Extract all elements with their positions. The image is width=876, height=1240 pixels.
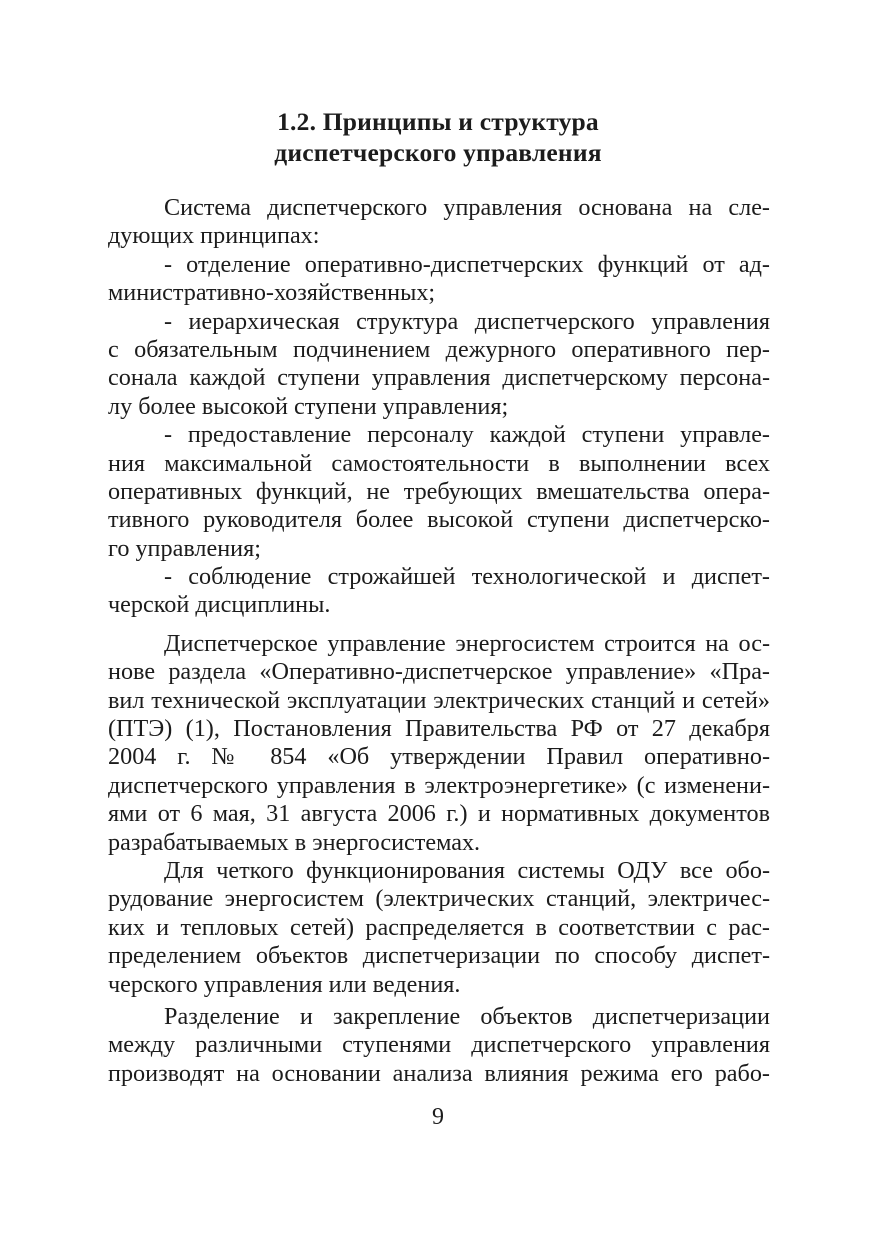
- text-line: (ПТЭ) (1), Постановления Правительства РФ от 27 декабря: [108, 715, 770, 743]
- text-line: министративно-хозяйственных;: [108, 279, 436, 307]
- list-item-principle-3: [108, 421, 770, 563]
- text-line: разрабатываемых в энергосистемах.: [108, 828, 481, 856]
- text-line: ких и тепловых сетей) распределяется в соответствии с рас-: [108, 913, 770, 941]
- paragraph-gap: [108, 620, 770, 630]
- text-line: - иерархическая структура диспетчерского управления: [164, 307, 770, 335]
- heading-line-1: 1.2. Принципы и структура: [277, 107, 599, 136]
- text-line: Разделение и закрепление объектов диспетчеризации: [164, 1002, 770, 1030]
- heading-line-2: диспетчерского управления: [274, 138, 602, 167]
- section-heading: [108, 106, 768, 168]
- text-line: черской дисциплины.: [108, 591, 331, 619]
- text-line: пределением объектов диспетчеризации по способу диспет-: [108, 942, 770, 970]
- text-line: тивного руководителя более высокой ступени диспетчерско-: [108, 506, 770, 534]
- list-item-principle-4: [108, 563, 770, 620]
- body-text: [108, 194, 770, 1088]
- text-line: ния максимальной самостоятельности в выполнении всех: [108, 449, 770, 477]
- paragraph-object-division: [108, 1003, 770, 1088]
- page-number: 9: [432, 1104, 444, 1130]
- text-line: дующих принципах:: [108, 222, 320, 250]
- text-line: - отделение оперативно-диспетчерских функций от ад-: [164, 250, 770, 278]
- text-line: лу более высокой ступени управления;: [108, 392, 509, 420]
- paragraph-intro: [108, 194, 770, 251]
- text-line: вил технической эксплуатации электрических станций и сетей»: [108, 686, 770, 714]
- list-item-principle-2: [108, 308, 770, 422]
- text-line: сонала каждой ступени управления диспетчерскому персона-: [108, 364, 770, 392]
- text-line: - предоставление персоналу каждой ступени управле-: [164, 421, 770, 449]
- text-line: Диспетчерское управление энергосистем строится на ос-: [164, 629, 770, 657]
- text-line: Система диспетчерского управления основана на сле-: [164, 194, 770, 221]
- text-line: - соблюдение строжайшей технологической и диспет-: [164, 563, 770, 591]
- text-line: оперативных функций, не требующих вмешательства опера-: [108, 477, 770, 505]
- text-line: 2004 г. № 854 «Об утверждении Правил оперативно-: [108, 743, 770, 771]
- text-line: диспетчерского управления в электроэнергетике» (с изменени-: [108, 771, 770, 799]
- paragraph-legal-basis: [108, 630, 770, 857]
- text-line: между различными ступенями диспетчерского управления: [108, 1031, 770, 1059]
- text-line: производят на основании анализа влияния режима его рабо-: [108, 1059, 770, 1087]
- text-line: с обязательным подчинением дежурного оперативного пер-: [108, 335, 770, 363]
- list-item-principle-1: [108, 251, 770, 308]
- text-line: рудование энергосистем (электрических станций, электричес-: [108, 885, 770, 913]
- text-line: Для четкого функционирования системы ОДУ все обо-: [164, 856, 770, 884]
- text-line: ями от 6 мая, 31 августа 2006 г.) и нормативных документов: [108, 800, 770, 828]
- text-line: го управления;: [108, 534, 261, 562]
- text-line: черского управления или ведения.: [108, 970, 461, 998]
- paragraph-odu-equipment: [108, 857, 770, 999]
- text-line: нове раздела «Оперативно-диспетчерское управление» «Пра-: [108, 658, 770, 686]
